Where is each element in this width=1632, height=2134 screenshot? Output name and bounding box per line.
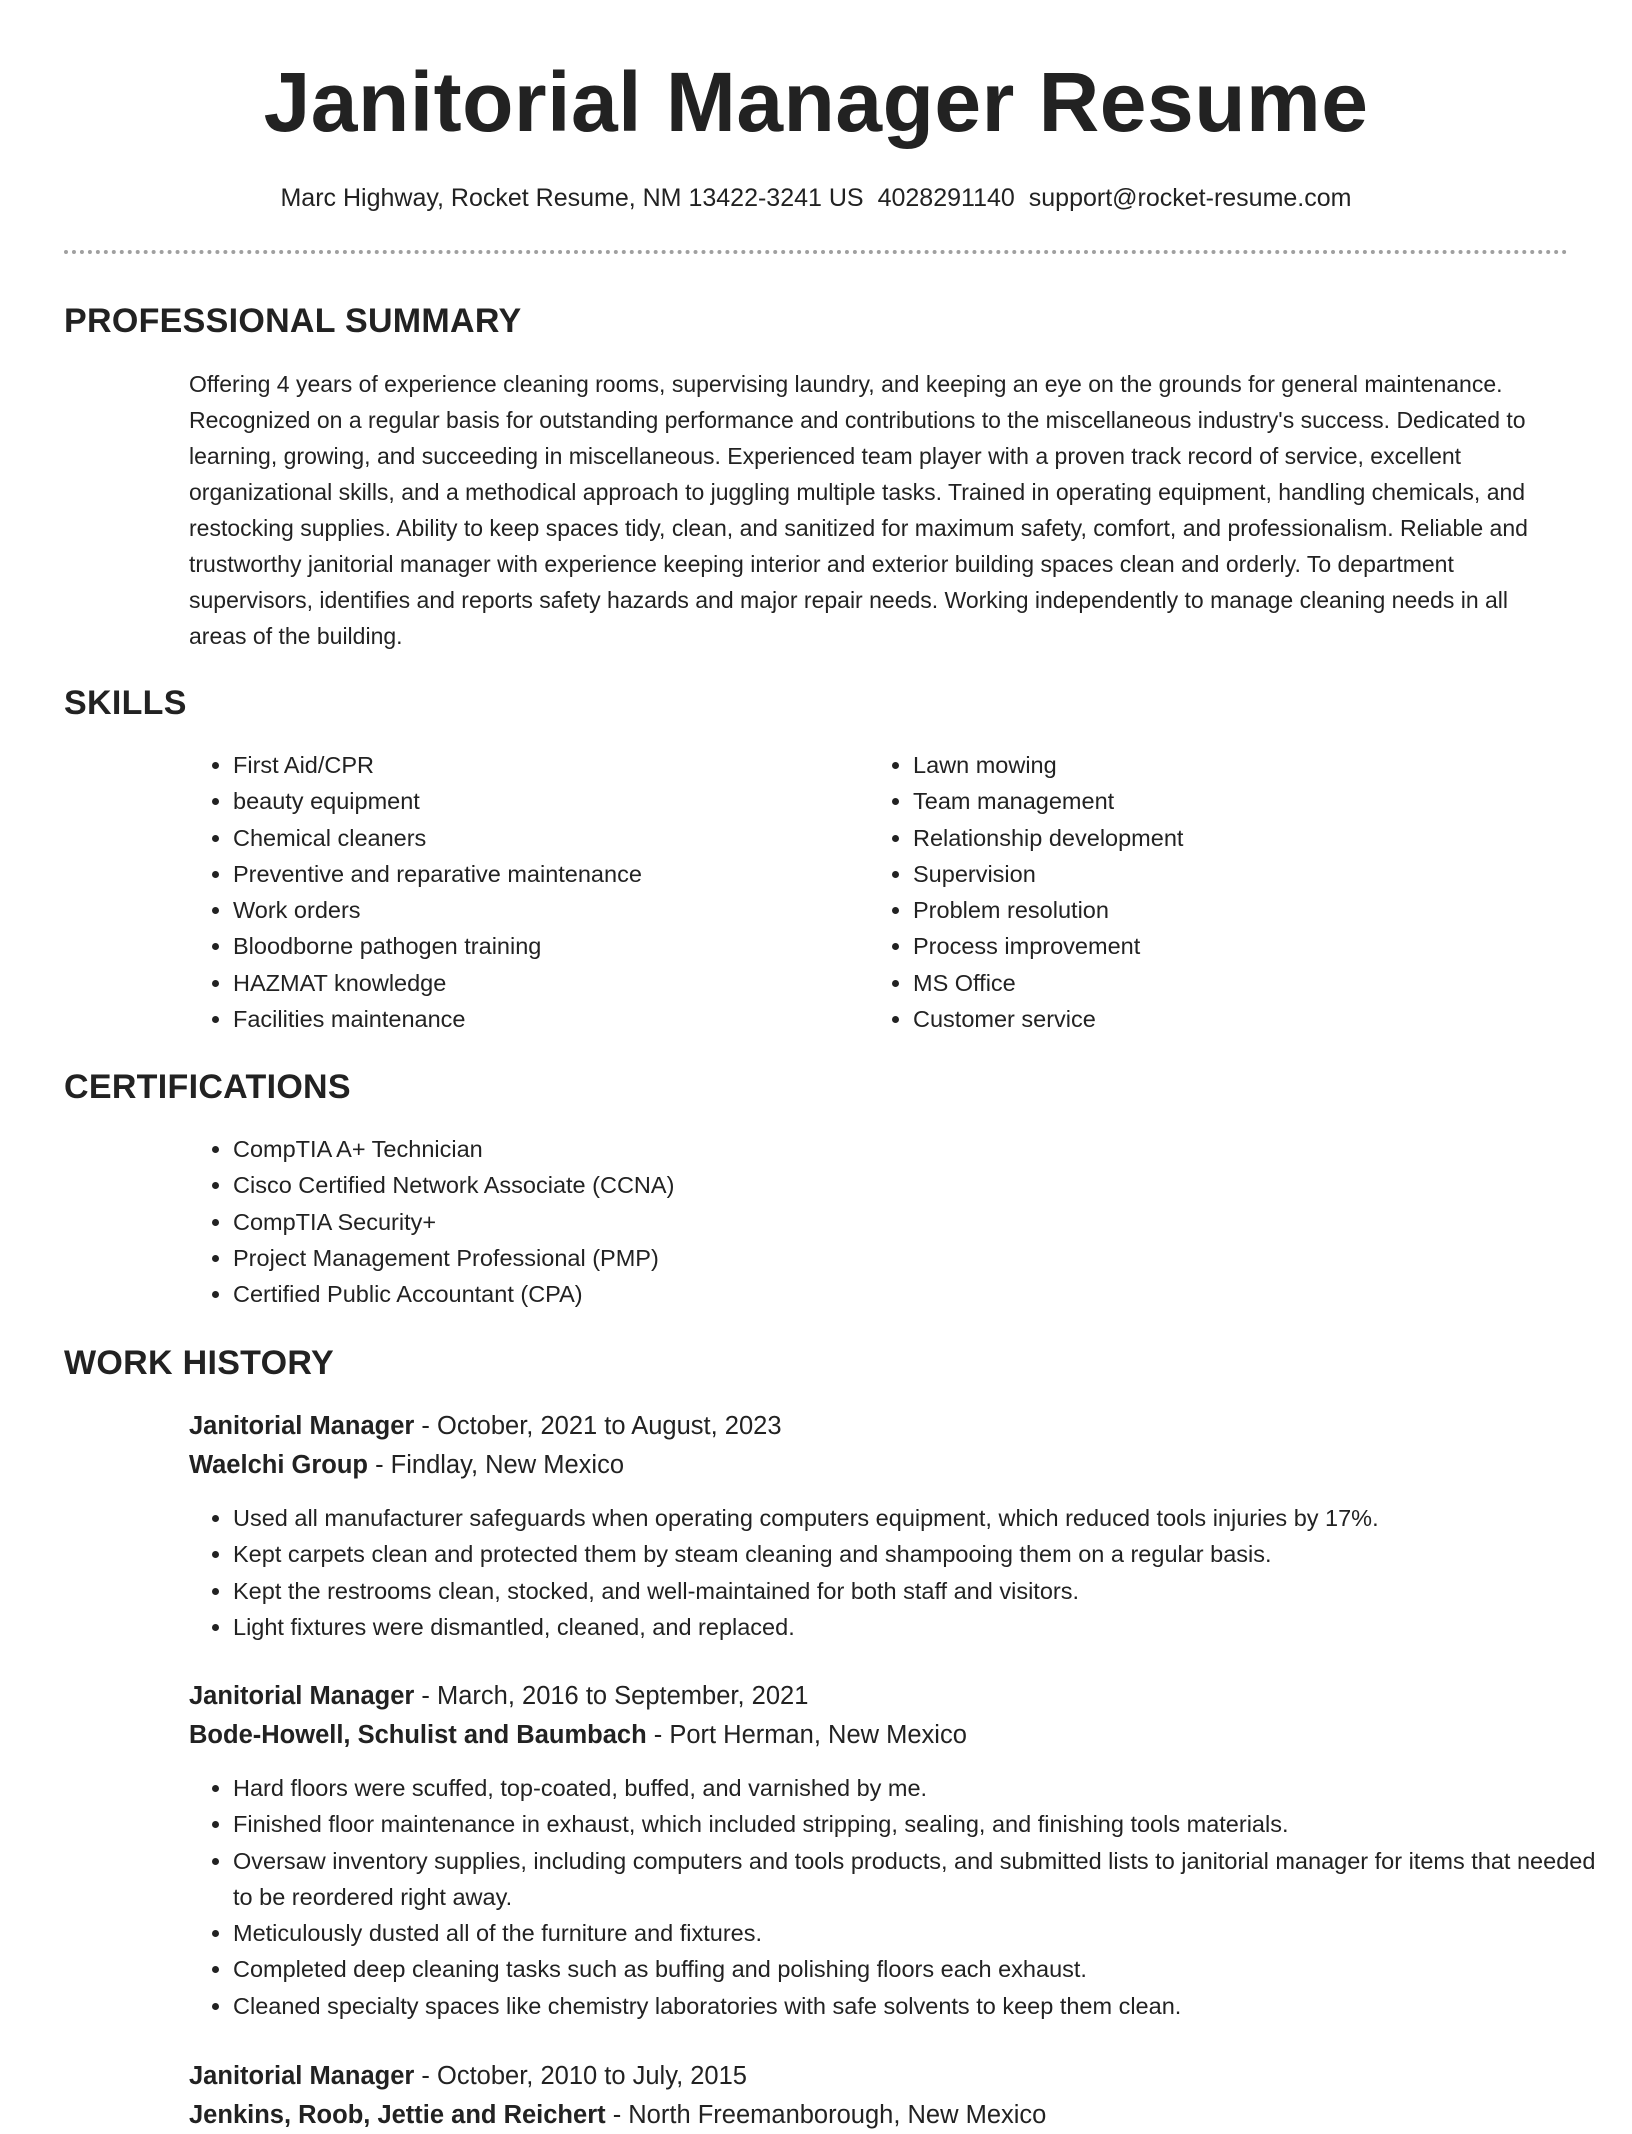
skill-item: • First Aid/CPR bbox=[233, 747, 853, 783]
job-1-location: - Findlay, New Mexico bbox=[368, 1451, 625, 1479]
job-bullet: • Hard floors were scuffed, top-coated, buffed, and varnished by me. bbox=[233, 1770, 1613, 1806]
skills-heading: SKILLS bbox=[64, 684, 187, 722]
job-bullet: • Kept carpets clean and protected them by steam cleaning and shampooing them on a regular basis. bbox=[233, 1536, 1613, 1572]
skill-item: • MS Office bbox=[913, 965, 1533, 1001]
job-bullet: • Cleaned specialty spaces like chemistry laboratories with safe solvents to keep them clean. bbox=[233, 1988, 1613, 2024]
job-1-company-line bbox=[189, 1446, 624, 1484]
job-2-title: Janitorial Manager bbox=[189, 1682, 415, 1710]
contact-phone: 4028291140 bbox=[877, 184, 1015, 212]
job-2-company: Bode-Howell, Schulist and Baumbach bbox=[189, 1721, 647, 1749]
skill-item: • Bloodborne pathogen training bbox=[233, 928, 853, 964]
summary-text: Offering 4 years of experience cleaning rooms, supervising laundry, and keeping an eye on the grounds for general maintenance. Recognized on a regular basis for outstanding performance and contributions to the miscellaneous industry's success. Dedicated to learning, growing, and succeeding in miscellaneous. Experienced team player with a proven track record of service, excellent organizational skills, and a methodical approach to juggling multiple tasks. Trained in operating equipment, handling chemicals, and restocking supplies. Ability to keep spaces tidy, clean, and sanitized for maximum safety, comfort, and professionalism. Reliable and trustworthy janitorial manager with experience keeping interior and exterior building spaces clean and orderly. To department supervisors, identifies and reports safety hazards and major repair needs. Working independently to manage cleaning needs in all areas of the building. bbox=[189, 371, 1528, 649]
skill-item: • Process improvement bbox=[913, 928, 1533, 964]
job-2-title-line bbox=[189, 1677, 808, 1715]
skill-item: • Problem resolution bbox=[913, 892, 1533, 928]
certifications-list bbox=[189, 1131, 1533, 1312]
job-bullet: • Kept the restrooms clean, stocked, and well-maintained for both staff and visitors. bbox=[233, 1573, 1613, 1609]
resume-title: Janitorial Manager Resume bbox=[263, 55, 1369, 149]
job-bullet: • Oversaw inventory supplies, including computers and tools products, and submitted lists to janitorial manager for items that needed to be reordered right away. bbox=[233, 1843, 1613, 1916]
skill-item: • Supervision bbox=[913, 856, 1533, 892]
job-2-bullets bbox=[189, 1770, 1613, 2024]
job-bullet: • Used all manufacturer safeguards when operating computers equipment, which reduced tools injuries by 17%. bbox=[233, 1500, 1613, 1536]
skills-list-left bbox=[189, 747, 853, 1037]
skills-list-right bbox=[869, 747, 1533, 1037]
header-divider bbox=[64, 250, 1568, 254]
job-bullet: • Meticulously dusted all of the furniture and fixtures. bbox=[233, 1915, 1613, 1951]
job-bullet: • Finished floor maintenance in exhaust, which included stripping, sealing, and finishing tools materials. bbox=[233, 1806, 1613, 1842]
job-2-location: - Port Herman, New Mexico bbox=[646, 1721, 967, 1749]
job-1-title-line bbox=[189, 1407, 782, 1445]
job-3-location: - North Freemanborough, New Mexico bbox=[605, 2101, 1047, 2129]
skill-item: • Chemical cleaners bbox=[233, 820, 853, 856]
job-1-bullets bbox=[189, 1500, 1613, 1645]
contact-line bbox=[0, 180, 1632, 216]
contact-email: support@rocket-resume.com bbox=[1028, 184, 1352, 212]
certification-item: • CompTIA Security+ bbox=[233, 1204, 1533, 1240]
certification-item: • Certified Public Accountant (CPA) bbox=[233, 1276, 1533, 1312]
work-history-heading: WORK HISTORY bbox=[64, 1344, 334, 1382]
job-3-company-line bbox=[189, 2096, 1046, 2134]
skill-item: • Team management bbox=[913, 783, 1533, 819]
job-2-company-line bbox=[189, 1716, 967, 1754]
job-bullet: • Light fixtures were dismantled, cleaned, and replaced. bbox=[233, 1609, 1613, 1645]
skill-item: • Relationship development bbox=[913, 820, 1533, 856]
contact-address: Marc Highway, Rocket Resume, NM 13422-3241 US bbox=[280, 184, 864, 212]
skill-item: • Work orders bbox=[233, 892, 853, 928]
skill-item: • Facilities maintenance bbox=[233, 1001, 853, 1037]
skill-item: • beauty equipment bbox=[233, 783, 853, 819]
job-3-dates: - October, 2010 to July, 2015 bbox=[414, 2062, 747, 2090]
summary-heading: PROFESSIONAL SUMMARY bbox=[64, 302, 522, 340]
job-2-dates: - March, 2016 to September, 2021 bbox=[414, 1682, 809, 1710]
certification-item: • Cisco Certified Network Associate (CCNA) bbox=[233, 1167, 1533, 1203]
certifications-heading: CERTIFICATIONS bbox=[64, 1068, 351, 1106]
skill-item: • Preventive and reparative maintenance bbox=[233, 856, 853, 892]
job-bullet: • Completed deep cleaning tasks such as buffing and polishing floors each exhaust. bbox=[233, 1951, 1613, 1987]
job-1-company: Waelchi Group bbox=[189, 1451, 368, 1479]
skill-item: • Lawn mowing bbox=[913, 747, 1533, 783]
job-1-dates: - October, 2021 to August, 2023 bbox=[414, 1412, 782, 1440]
skill-item: • Customer service bbox=[913, 1001, 1533, 1037]
job-3-company: Jenkins, Roob, Jettie and Reichert bbox=[189, 2101, 606, 2129]
skill-item: • HAZMAT knowledge bbox=[233, 965, 853, 1001]
job-3-title-line bbox=[189, 2057, 747, 2095]
certification-item: • CompTIA A+ Technician bbox=[233, 1131, 1533, 1167]
job-3-title: Janitorial Manager bbox=[189, 2062, 415, 2090]
certification-item: • Project Management Professional (PMP) bbox=[233, 1240, 1533, 1276]
job-1-title: Janitorial Manager bbox=[189, 1412, 415, 1440]
